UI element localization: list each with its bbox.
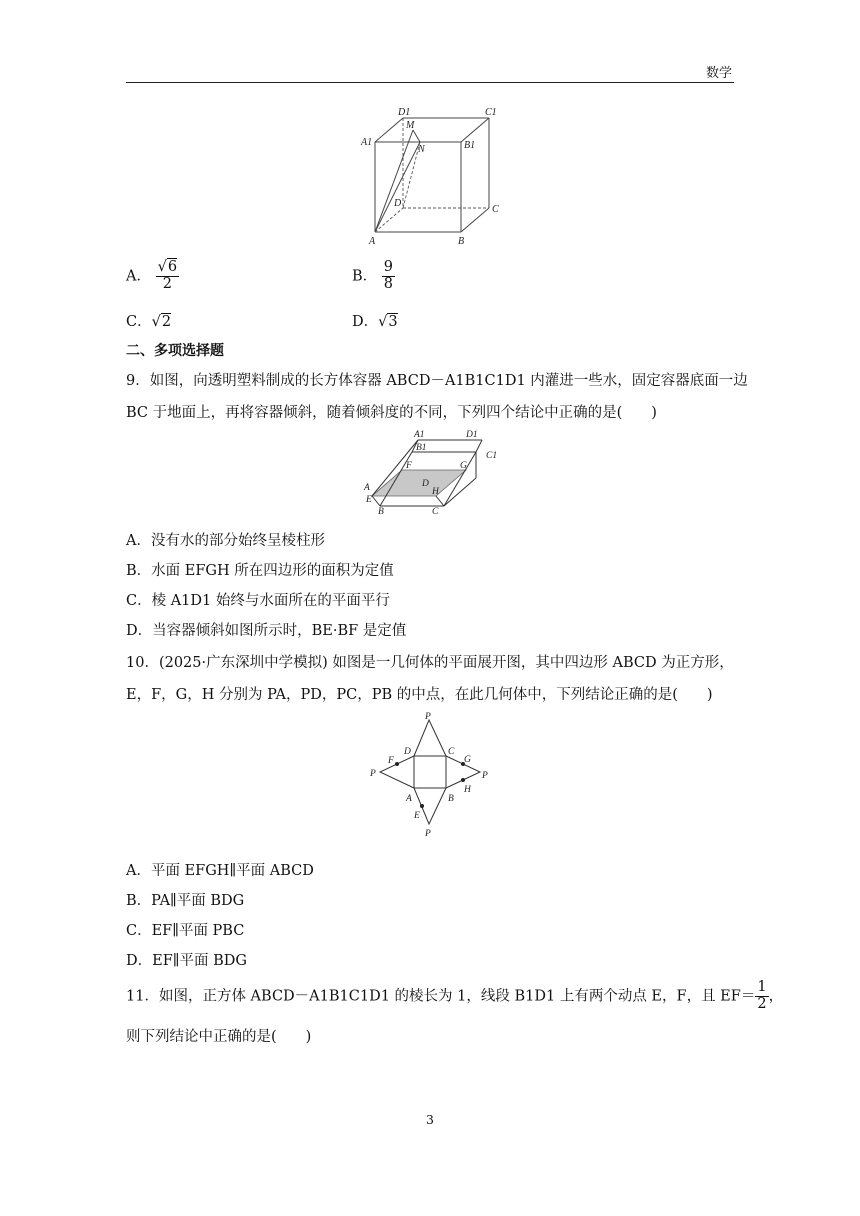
q10-label-a: A <box>406 794 412 804</box>
q8-label-b1: B1 <box>464 140 476 151</box>
q8-label-a1: A1 <box>361 137 373 148</box>
q10-label-h: H <box>464 785 471 795</box>
q9-option-d[interactable]: D．当容器倾斜如图所示时，BE·BF 是定值 <box>126 623 407 639</box>
q10-point-e <box>420 804 424 808</box>
q10-option-a[interactable]: A．平面 EFGH∥平面 ABCD <box>126 863 314 879</box>
section-title-multiple-choice: 二、多项选择题 <box>126 343 224 359</box>
q10-label-g: G <box>464 755 471 765</box>
q10-label-p-top: P <box>425 712 431 722</box>
q8-option-b-fraction <box>382 260 395 293</box>
header-subject: 数学 <box>705 66 732 81</box>
q10-label-b: B <box>448 794 454 804</box>
q8-option-d-letter: D． <box>352 314 379 330</box>
q8-option-a-denominator: 2 <box>162 275 172 292</box>
page-number: 3 <box>426 1112 434 1127</box>
q11-ef-numerator: 1 <box>757 979 767 995</box>
q9-label-d1: D1 <box>466 430 478 440</box>
q9-label-c: C <box>432 507 439 516</box>
q11-stem-line1-text: 11．如图，正方体 ABCD－A1B1C1D1 的棱长为 1，线段 B1D1 上有两个动点 E，F，且 EF＝ <box>126 988 756 1005</box>
q10-point-f <box>395 762 399 766</box>
q10-point-h <box>461 778 465 782</box>
q9-label-a: A <box>364 483 370 493</box>
q11-stem-line1-end: ， <box>768 988 784 1005</box>
q8-option-a-letter: A． <box>126 268 151 285</box>
q9-label-g: G <box>460 461 467 471</box>
q10-label-p-bottom: P <box>425 829 431 839</box>
q9-option-a[interactable]: A．没有水的部分始终呈棱柱形 <box>126 533 325 549</box>
q10-label-f: F <box>388 756 394 766</box>
q8-option-c-radicand: 2 <box>161 314 172 330</box>
q8-label-n: N <box>418 144 425 155</box>
q8-label-m: M <box>406 120 415 131</box>
q10-option-d[interactable]: D．EF∥平面 BDG <box>126 953 247 969</box>
q8-label-c: C <box>492 204 499 215</box>
header-rule <box>126 82 734 83</box>
q10-net-figure <box>366 710 498 840</box>
q9-label-h: H <box>432 487 439 497</box>
q8-option-a-radicand: 6 <box>167 259 178 275</box>
q9-label-a1: A1 <box>414 430 425 440</box>
q8-label-d: D <box>394 198 402 209</box>
q8-label-b: B <box>458 236 465 247</box>
q9-option-b[interactable]: B．水面 EFGH 所在四边形的面积为定值 <box>126 563 394 579</box>
q9-stem-line2: BC 于地面上，再将容器倾斜，随着倾斜度的不同，下列四个结论中正确的是( ) <box>126 405 657 421</box>
q10-option-c[interactable]: C．EF∥平面 PBC <box>126 923 245 939</box>
q9-label-d: D <box>422 479 429 489</box>
q8-label-a: A <box>369 236 376 247</box>
q8-option-b-letter: B． <box>352 268 378 285</box>
q9-label-b: B <box>378 507 384 516</box>
q10-label-p-right: P <box>482 771 488 781</box>
q11-stem-line2: 则下列结论中正确的是( ) <box>126 1029 312 1045</box>
q10-label-c: C <box>448 747 455 757</box>
q8-option-d-radicand: 3 <box>388 314 398 330</box>
q10-stem-line1: 10．(2025·广东深圳中学模拟) 如图是一几何体的平面展开图，其中四边形 ABCD 为正方形， <box>126 655 734 671</box>
q8-box-figure <box>356 104 506 250</box>
q9-stem-line1: 9．如图，向透明塑料制成的长方体容器 ABCD－A1B1C1D1 内灌进一些水，固定容器底面一边 <box>126 373 748 389</box>
q8-option-b[interactable] <box>352 260 395 293</box>
q10-label-d: D <box>404 747 411 757</box>
q11-ef-fraction <box>755 980 768 1013</box>
q10-stem-line2: E，F，G，H 分别为 PA，PD，PC，PB 的中点，在此几何体中，下列结论正确的是( ) <box>126 687 713 703</box>
q10-option-b[interactable]: B．PA∥平面 BDG <box>126 893 245 909</box>
q9-label-b1: B1 <box>416 443 427 453</box>
q8-option-a-fraction: $\frac{√6}{2}$ <box>157 259 178 292</box>
q8-option-b-numerator: 9 <box>383 259 393 275</box>
q11-stem-line1 <box>126 980 783 1013</box>
q8-option-d[interactable]: D．√3 <box>352 314 398 330</box>
q8-option-b-denominator: 8 <box>383 275 393 292</box>
q9-option-c[interactable]: C．棱 A1D1 始终与水面所在的平面平行 <box>126 593 390 609</box>
q9-label-f: F <box>406 461 412 471</box>
q8-label-c1: C1 <box>485 107 497 118</box>
q8-option-c-letter: C． <box>126 314 152 330</box>
q8-option-c[interactable]: C．√2 <box>126 314 172 330</box>
q9-label-c1: C1 <box>486 451 498 461</box>
q9-label-e: E <box>366 495 372 505</box>
q8-option-a[interactable] <box>126 260 179 293</box>
q11-ef-denominator: 2 <box>757 995 767 1012</box>
q9-container-figure <box>360 428 508 516</box>
q10-label-p-left: P <box>370 769 376 779</box>
q8-label-d1: D1 <box>398 107 411 118</box>
q10-label-e: E <box>414 811 420 821</box>
